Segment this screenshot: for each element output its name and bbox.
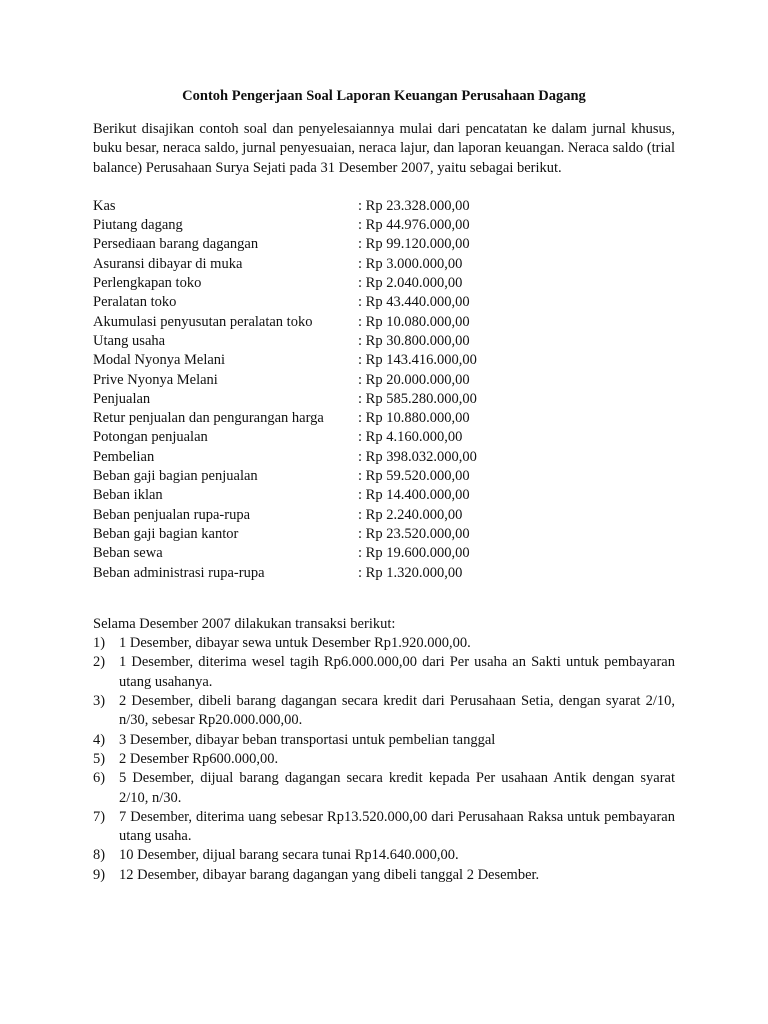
account-value: : Rp 3.000.000,00 [358,255,463,272]
document-page [93,86,675,885]
transaction-number: 2) [93,654,106,671]
trial-balance-row [93,467,675,486]
trial-balance-row [93,564,675,583]
transaction-number: 1) [93,635,106,652]
account-value: : Rp 4.160.000,00 [358,429,463,446]
trial-balance-row [93,371,675,390]
trial-balance-row [93,293,675,312]
account-value: : Rp 585.280.000,00 [358,390,477,407]
trial-balance-row [93,332,675,351]
trial-balance-row [93,351,675,370]
account-name: Retur penjualan dan pengurangan harga [93,410,324,427]
transaction-text: 7 Desember, diterima uang sebesar Rp13.520.000,00 dari Perusahaan Raksa untuk pembayaran utang usaha. [119,808,675,845]
transaction-number: 8) [93,847,106,864]
account-value: : Rp 1.320.000,00 [358,564,463,581]
transactions-section [93,615,675,885]
trial-balance-row [93,197,675,216]
transaction-item [93,769,675,808]
transaction-text: 10 Desember, dijual barang secara tunai Rp14.640.000,00. [119,847,459,864]
account-name: Pembelian [93,448,155,465]
account-name: Kas [93,197,116,214]
account-name: Beban administrasi rupa-rupa [93,564,265,581]
account-name: Beban gaji bagian penjualan [93,468,258,485]
transaction-item [93,750,675,769]
transaction-text: 3 Desember, dibayar beban transportasi untuk pembelian tanggal [119,731,496,748]
account-name: Persediaan barang dagangan [93,236,259,253]
transaction-number: 4) [93,731,106,748]
account-name: Modal Nyonya Melani [93,352,226,369]
account-value: : Rp 99.120.000,00 [358,236,470,253]
transaction-item [93,808,675,847]
account-name: Prive Nyonya Melani [93,371,218,388]
account-value: : Rp 143.416.000,00 [358,352,477,369]
trial-balance-row [93,544,675,563]
transaction-text: 12 Desember, dibayar barang dagangan yang dibeli tanggal 2 Desember. [119,866,540,883]
transaction-item [93,846,675,865]
account-name: Beban penjualan rupa-rupa [93,506,251,523]
trial-balance-row [93,486,675,505]
trial-balance-row [93,390,675,409]
account-value: : Rp 44.976.000,00 [358,217,470,234]
account-value: : Rp 20.000.000,00 [358,371,470,388]
transaction-text: 2 Desember, dibeli barang dagangan secara kredit dari Perusahaan Setia, dengan syarat 2/10, n/30, sebesar Rp20.000.000,00. [119,693,675,729]
trial-balance-row [93,313,675,332]
account-name: Beban gaji bagian kantor [93,525,239,542]
document-title: Contoh Pengerjaan Soal Laporan Keuangan Perusahaan Dagang [182,88,586,104]
trial-balance-row [93,255,675,274]
account-name: Perlengkapan toko [93,275,202,292]
transaction-number: 7) [93,808,106,825]
trial-balance-row [93,409,675,428]
transaction-text: 1 Desember, diterima wesel tagih Rp6.000.000,00 dari Per usaha an Sakti untuk pembayaran utang usahanya. [119,654,675,690]
account-name: Penjualan [93,390,151,407]
transaction-item [93,866,675,885]
transaction-number: 6) [93,770,106,787]
account-value: : Rp 14.400.000,00 [358,487,470,504]
account-value: : Rp 2.240.000,00 [358,506,463,523]
transactions-heading: Selama Desember 2007 dilakukan transaksi berikut: [93,615,396,632]
account-value: : Rp 2.040.000,00 [358,275,463,292]
account-value: : Rp 30.800.000,00 [358,332,470,349]
trial-balance-list [93,197,675,583]
transaction-item [93,731,675,750]
transaction-number: 9) [93,866,106,883]
trial-balance-row [93,525,675,544]
transaction-number: 5) [93,750,106,767]
transaction-item [93,653,675,692]
transaction-item [93,634,675,653]
account-value: : Rp 10.880.000,00 [358,410,470,427]
account-name: Akumulasi penyusutan peralatan toko [93,313,313,330]
trial-balance-row [93,506,675,525]
account-name: Peralatan toko [93,294,177,311]
transaction-text: 2 Desember Rp600.000,00. [119,750,279,767]
account-value: : Rp 23.520.000,00 [358,525,470,542]
transaction-number: 3) [93,693,106,710]
account-name: Beban sewa [93,545,163,562]
account-value: : Rp 10.080.000,00 [358,313,470,330]
transaction-text: 1 Desember, dibayar sewa untuk Desember Rp1.920.000,00. [119,635,471,652]
account-value: : Rp 19.600.000,00 [358,545,470,562]
account-name: Beban iklan [93,487,163,504]
trial-balance-row [93,216,675,235]
trial-balance-row [93,274,675,293]
trial-balance-row [93,428,675,447]
account-value: : Rp 59.520.000,00 [358,468,470,485]
account-value: : Rp 23.328.000,00 [358,197,470,214]
transaction-text: 5 Desember, dijual barang dagangan secara kredit kepada Per usahaan Antik dengan syarat 2/10, n/30. [119,770,675,806]
account-name: Asuransi dibayar di muka [93,255,243,272]
account-name: Utang usaha [93,332,166,349]
transaction-item [93,692,675,731]
account-name: Potongan penjualan [93,429,208,446]
account-name: Piutang dagang [93,217,183,234]
trial-balance-row [93,235,675,254]
account-value: : Rp 398.032.000,00 [358,448,477,465]
trial-balance-row [93,448,675,467]
intro-paragraph: Berikut disajikan contoh soal dan penyelesaiannya mulai dari pencatatan ke dalam jurnal khusus, buku besar, neraca saldo, jurnal penyesuaian, neraca lajur, dan laporan keuangan. Neraca saldo (trial balance) Perusahaan Surya Sejati pada 31 Desember 2007, yaitu sebagai berikut. [93,121,675,176]
account-value: : Rp 43.440.000,00 [358,294,470,311]
